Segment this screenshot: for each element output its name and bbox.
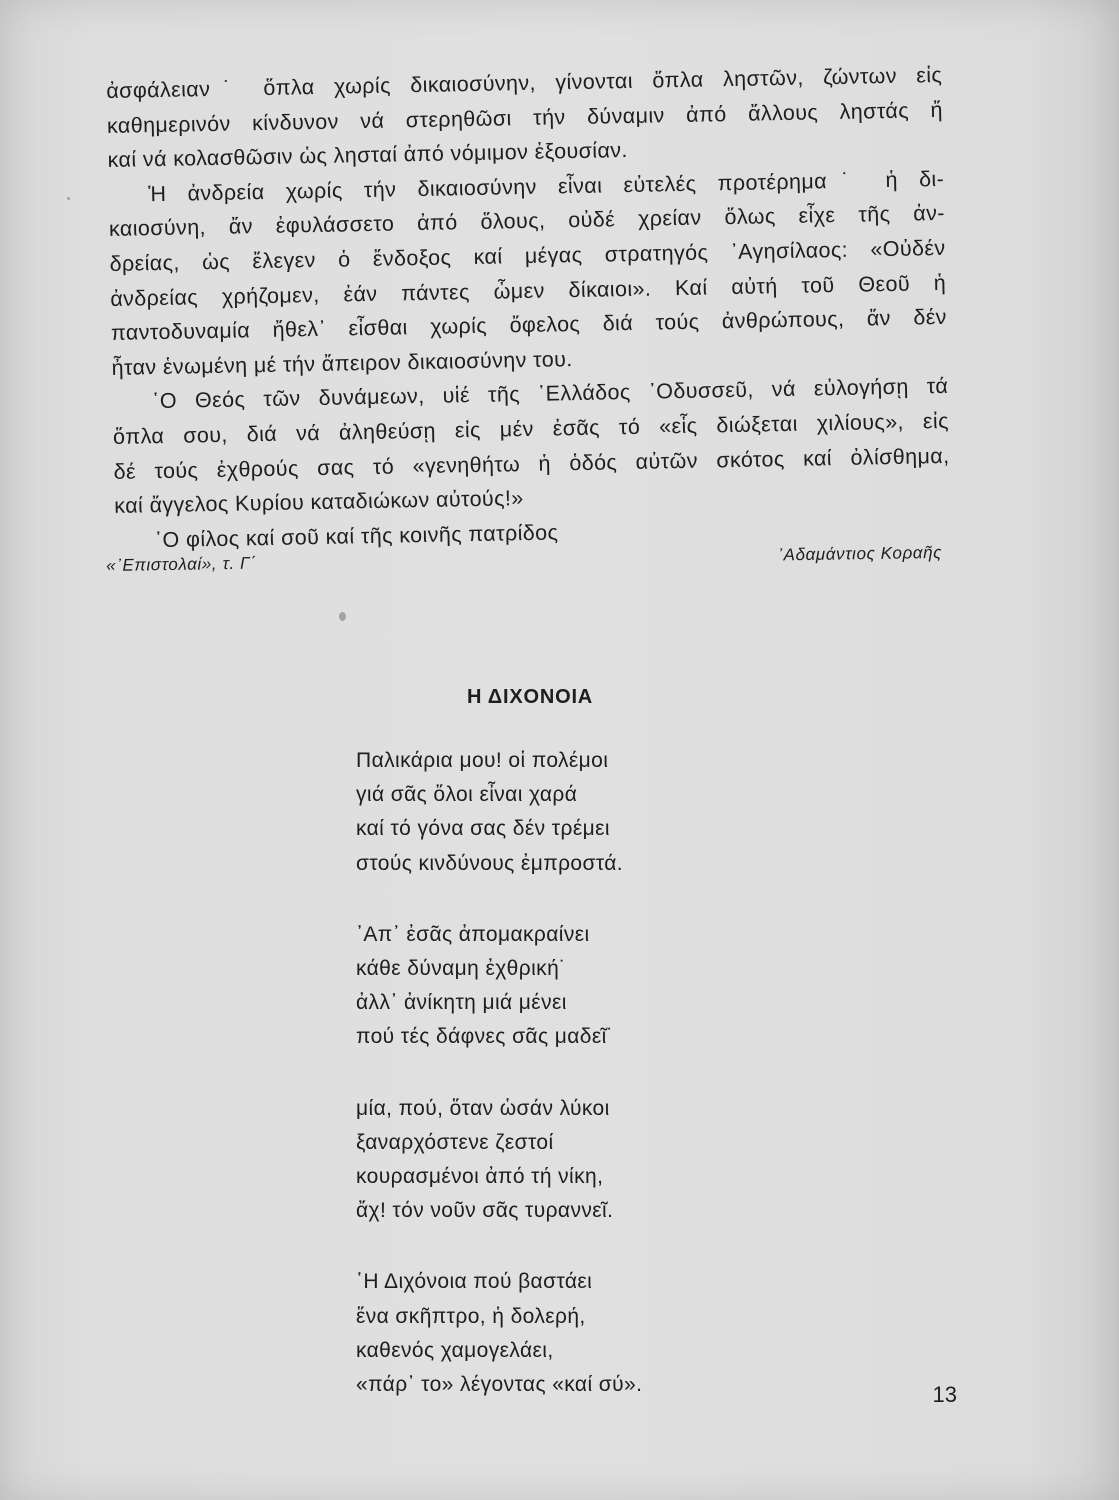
prose-line: ἀνδρείας χρήζομεν, ἐάν πάντες ὦμεν δίκαιοι». Καί αὐτή τοῦ Θεοῦ ἡ xyxy=(110,270,947,311)
poem-verse: κουρασμένοι ἀπό τή νίκη, xyxy=(356,1165,604,1189)
poem-verse: ᾿Απ᾿ ἐσᾶς ἀπομακραίνει xyxy=(356,922,590,946)
ink-speck xyxy=(339,612,346,621)
prose-line: καί ἄγγελος Κυρίου καταδιώκων αὐτούς!» xyxy=(114,486,524,519)
citation-source: «᾿Επιστολαί», τ. Γ΄ xyxy=(106,553,257,575)
poem-verse: ξαναρχόστενε ζεστοί xyxy=(356,1130,554,1154)
prose-line: ὅπλα σου, διά νά ἀληθεύσῃ εἰς μέν ἐσᾶς τό «εἷς διώξεται χιλίους», εἰς xyxy=(112,408,950,449)
poem-stanza xyxy=(356,744,642,881)
page-number: 13 xyxy=(932,1382,957,1407)
poem-verse: Παλικάρια μου! οἱ πολέμοι xyxy=(356,749,609,772)
poem-verse: «πάρ᾿ το» λέγοντας «καί σύ». xyxy=(356,1373,643,1397)
poem-verse: ἕνα σκῆπτρο, ἡ δολερή, xyxy=(356,1304,586,1328)
prose-line: παντοδυναμία ἤθελ᾿ εἶσθαι χωρίς ὄφελος διά τούς ἀνθρώπους, ἄν δέν xyxy=(110,305,948,346)
poem-verse: καθενός χαμογελάει, xyxy=(356,1338,554,1362)
poem-verse: γιά σᾶς ὅλοι εἶναι χαρά xyxy=(356,783,578,807)
poem-stanza xyxy=(356,1092,642,1229)
poem-verse: καί τό γόνα σας δέν τρέμει xyxy=(356,817,610,841)
prose-line: ἀσφάλειαν˙ ὅπλα χωρίς δικαιοσύνην, γίνονται ὅπλα ληστῶν, ζώντων εἰς xyxy=(106,62,943,103)
poem-title: Η ΔΙΧΟΝΟΙΑ xyxy=(466,686,594,708)
ink-speck xyxy=(67,197,70,200)
poem-verse: ἀλλ᾿ ἀνίκητη μιά μένει xyxy=(356,991,567,1015)
poem-verse: μία, πού, ὅταν ὡσάν λύκοι xyxy=(356,1096,610,1120)
prose-line: καιοσύνη, ἄν ἐφυλάσσετο ἀπό ὅλους, οὐδέ χρείαν ὅλως εἶχε τῆς ἀν- xyxy=(108,201,946,242)
prose-line: καθημερινόν κίνδυνον νά στερηθῶσι τήν δύναμιν ἀπό ἄλλους ληστάς ἤ xyxy=(106,97,944,138)
prose-line: δρείας, ὡς ἔλεγεν ὁ ἔνδοξος καί μέγας στρατηγός ᾿Αγησίλαος: «Οὐδέν xyxy=(109,235,946,276)
poem-verse: στούς κινδύνους ἐμπροστά. xyxy=(356,851,624,875)
poem-stanza xyxy=(356,1265,642,1402)
poem-stanza xyxy=(356,918,642,1055)
citation-author: ᾿Αδαμάντιος Κοραῆς xyxy=(777,542,943,565)
poem-verse: πού τές δάφνες σᾶς μαδεῖ˙ xyxy=(356,1025,615,1049)
prose-line: ἦταν ἑνωμένη μέ τήν ἄπειρον δικαιοσύνην του. xyxy=(111,346,573,380)
prose-line: ῾Ο φίλος καί σοῦ καί τῆς κοινῆς πατρίδος xyxy=(154,520,559,552)
poem-verse: ἄχ! τόν νοῦν σᾶς τυραννεῖ. xyxy=(356,1199,614,1223)
prose-text xyxy=(106,58,951,558)
poem-body xyxy=(356,744,642,1402)
poem-verse: ῾Η Διχόνοια πού βαστάει xyxy=(356,1270,593,1294)
prose-line: καί νά κολασθῶσιν ὡς λησταί ἀπό νόμιμον ἐξουσίαν. xyxy=(107,138,629,173)
prose-line: ῾Ο Θεός τῶν δυνάμεων, υἱέ τῆς ῾Ελλάδος ᾿Οδυσσεῦ, νά εὐλογήσῃ τά xyxy=(152,374,949,414)
poem-verse: κάθε δύναμη ἐχθρική˙ xyxy=(356,957,567,981)
prose-line: Ἡ ἀνδρεία χωρίς τήν δικαιοσύνην εἶναι εὐτελές προτέρημα˙ ἡ δι- xyxy=(148,166,945,206)
prose-line: δέ τούς ἐχθρούς σας τό «γενηθήτω ἡ ὁδός αὐτῶν σκότος καί ὀλίσθημα, xyxy=(113,443,950,484)
